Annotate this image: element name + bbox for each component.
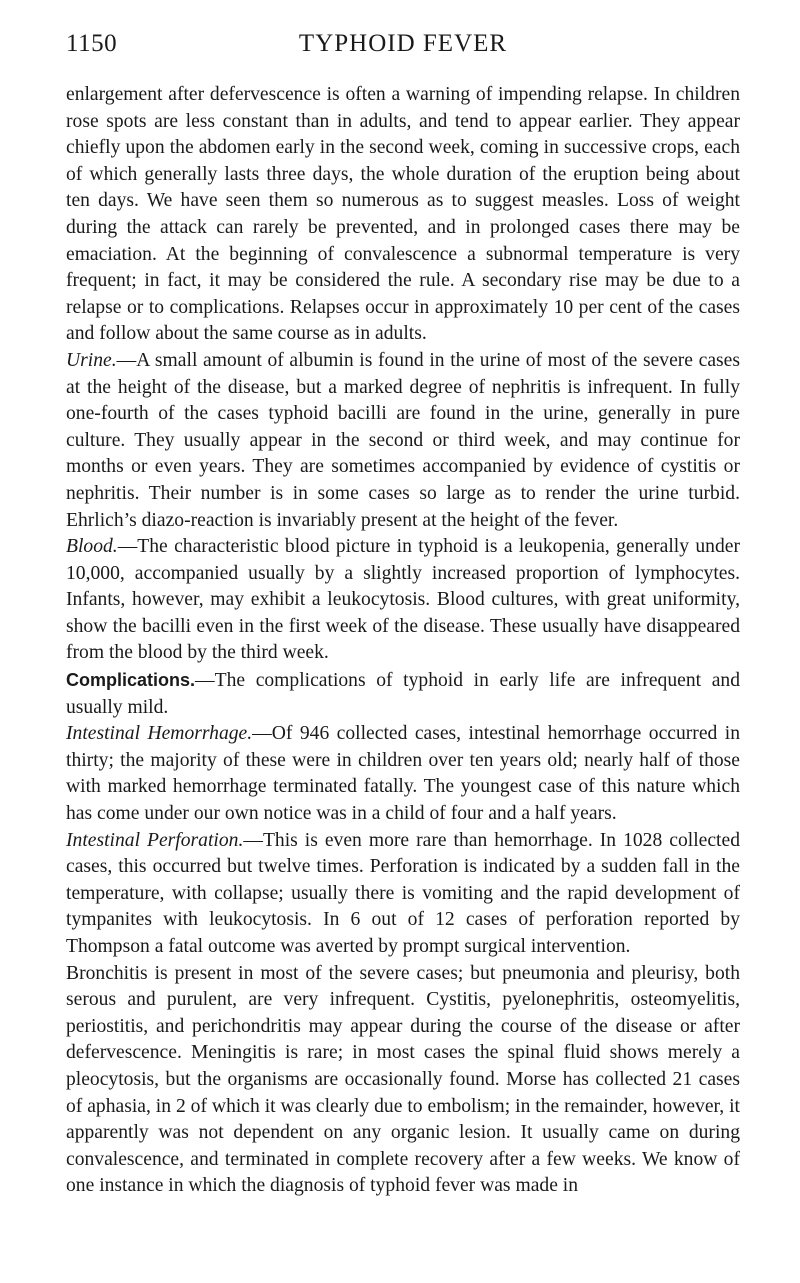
section-heading-urine: Urine. — [66, 349, 117, 371]
section-heading-complications: Complications. — [66, 670, 196, 691]
section-heading-intestinal-perforation: Intestinal Perforation. — [66, 829, 244, 851]
paragraph-urine: Urine.—A small amount of albumin is found in the urine of most of the severe cases at the height of the disease, but a marked degree of nephritis is infrequent. In fully one-fourth of the cases typhoid bacilli are found in the urine, generally in pure culture. They usually appear in the second or third week, and may continue for months or even years. They are sometimes accompanied by evidence of cystitis or nephritis. Their number is in some cases so large as to render the urine turbid. Ehrlich’s diazo-reaction is invariably present at the height of the fever. — [66, 349, 740, 531]
paragraph-intestinal-hemorrhage: Intestinal Hemorrhage.—Of 946 collected cases, intestinal hemorrhage occurred in thirty; the majority of these were in children over ten years old; nearly half of those with marked hemorrhage terminated fatally. The youngest case of this nature which has come under our own notice was in a child of four and a half years. — [66, 723, 740, 825]
paragraph-blood: Blood.—The characteristic blood picture in typhoid is a leukopenia, generally under 10,000, accompanied usually by a slightly increased proportion of lymphocytes. Infants, however, may exhibit a leukocytosis. Blood cultures, with great uniformity, show the bacilli even in the first week of the disease. These usually have disappeared from the blood by the third week. — [66, 536, 740, 664]
section-heading-intestinal-hemorrhage: Intestinal Hemorrhage. — [66, 723, 253, 745]
paragraph-other-complications: Bronchitis is present in most of the severe cases; but pneumonia and pleurisy, both serous and purulent, are very infrequent. Cystitis, pyelonephritis, osteomyelitis, periostitis, and perichondritis may appear during the course of the disease or after defervescence. Meningitis is rare; in most cases the spinal fluid shows merely a pleocytosis, but the organisms are occasionally found. Morse has collected 21 cases of aphasia, in 2 of which it was clearly due to embolism; in the remainder, however, it apparently was not dependent on any organic lesion. It usually came on during convalescence, and terminated in complete recovery after a few weeks. We know of one instance in which the diagnosis of typhoid fever was made in — [66, 962, 740, 1197]
paragraph-continuation: enlargement after defervescence is often a warning of impending relapse. In children rose spots are less constant than in adults, and tend to appear earlier. They appear chiefly upon the abdomen early in the second week, coming in successive crops, each of which generally lasts three days, the whole duration of the eruption being about ten days. We have seen them so numerous as to suggest measles. Loss of weight during the attack can rarely be prevented, and in prolonged cases there may be emaciation. At the beginning of convalescence a subnormal temperature is very frequent; in fact, it may be considered the rule. A secondary rise may be due to a relapse or to complications. Relapses occur in approximately 10 per cent of the cases and follow about the same course as in adults. — [66, 84, 740, 345]
running-title: TYPHOID FEVER — [298, 30, 508, 57]
running-header — [66, 24, 740, 64]
page-number: 1150 — [66, 30, 118, 57]
section-heading-blood: Blood. — [66, 536, 118, 558]
paragraph-complications: Complications.—The complications of typhoid in early life are infrequent and usually mild. — [66, 670, 740, 718]
body-text — [66, 82, 740, 1200]
paragraph-intestinal-perforation: Intestinal Perforation.—This is even more rare than hemorrhage. In 1028 collected cases, this occurred but twelve times. Perforation is indicated by a sudden fall in the temperature, with collapse; usually there is vomiting and the rapid development of tympanites with leukocytosis. In 6 out of 12 cases of perforation reported by Thompson a fatal outcome was averted by prompt surgical intervention. — [66, 829, 740, 957]
